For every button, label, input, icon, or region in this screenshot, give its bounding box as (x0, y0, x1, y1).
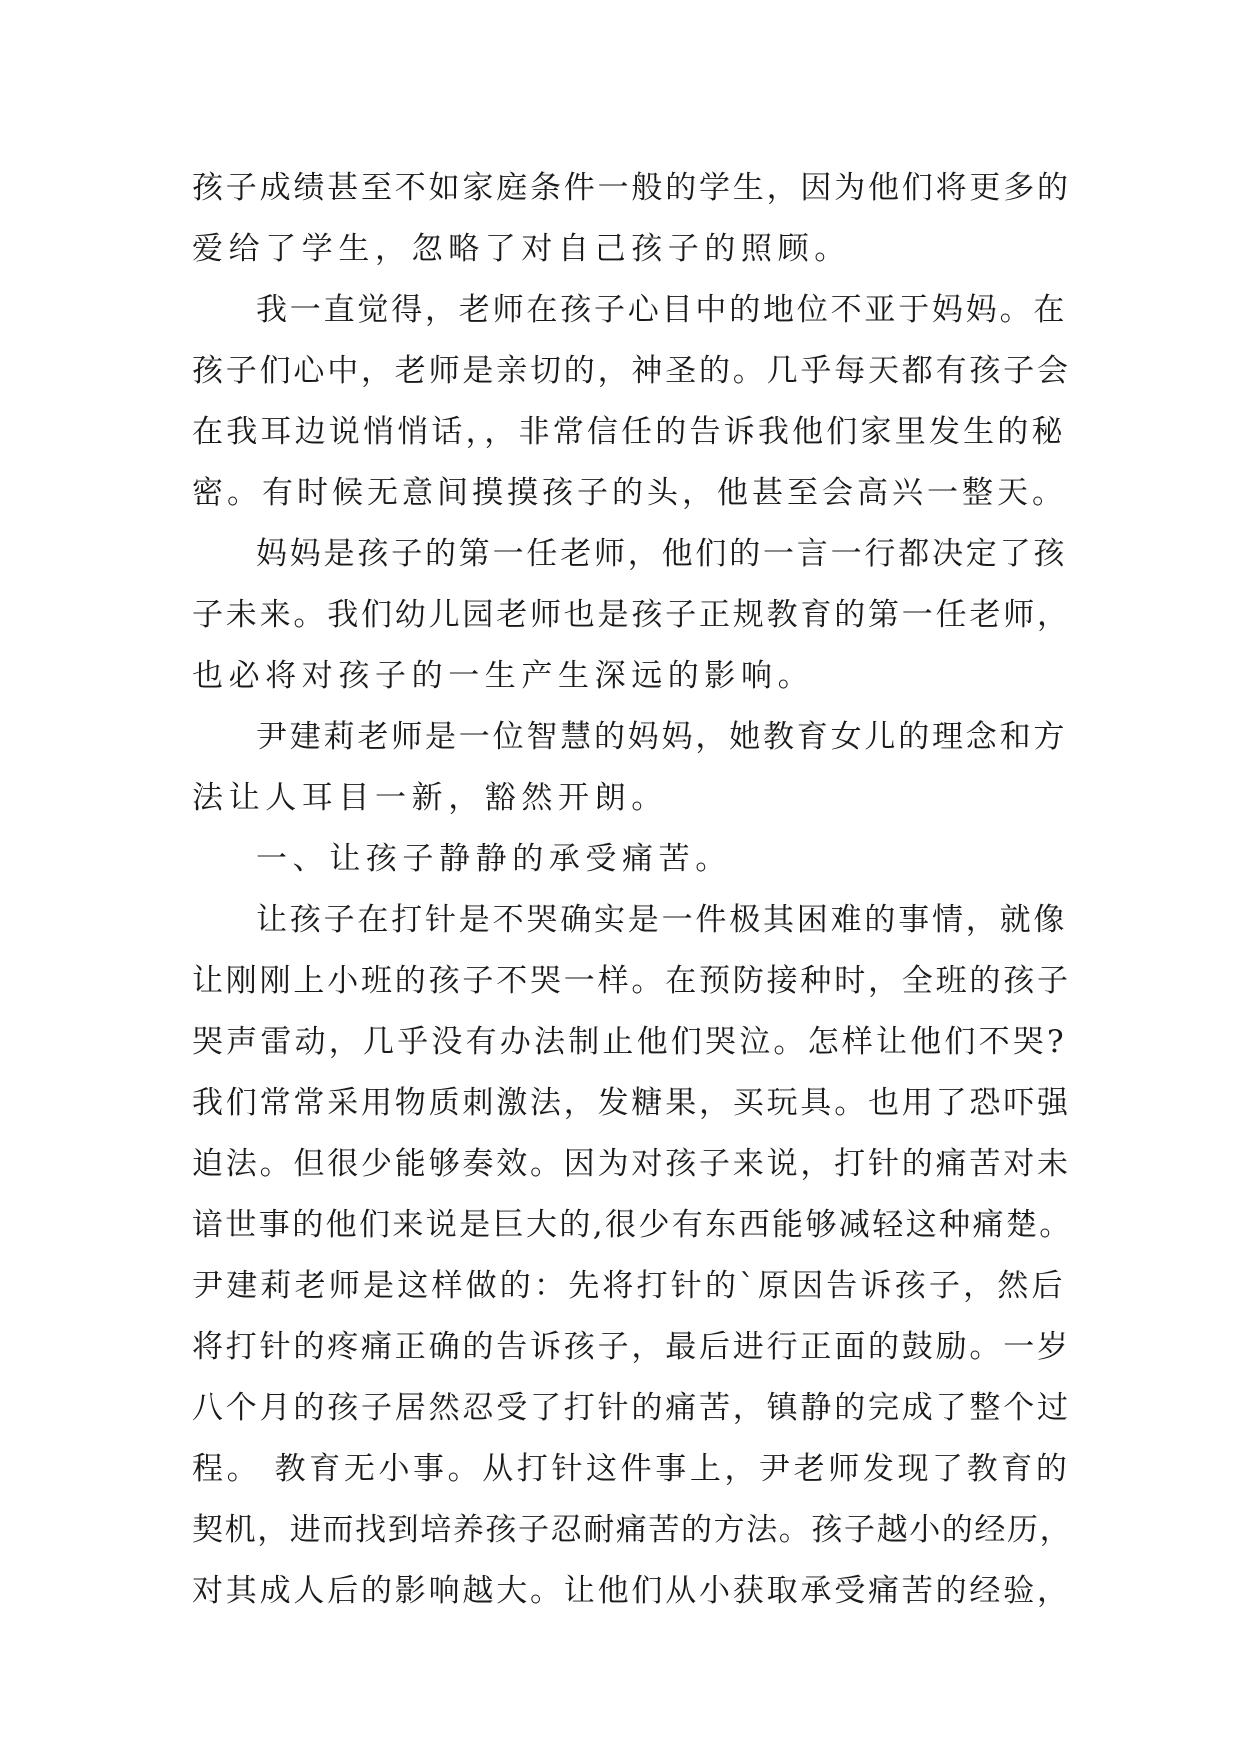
text-line: 我一直觉得，老师在孩子心目中的地位不亚于妈妈。在 (256, 292, 1068, 328)
text-line: 妈妈是孩子的第一任老师，他们的一言一行都决定了孩 (256, 536, 1068, 572)
text-line: 在我耳边说悄悄话，，非常信任的告诉我他们家里发生的秘 (192, 414, 1066, 450)
text-line: 孩子成绩甚至不如家庭条件一般的学生，因为他们将更多的 (192, 170, 1071, 206)
text-line: 哭声雷动，几乎没有办法制止他们哭泣。怎样让他们不哭? (192, 1024, 1067, 1060)
text-line: 程。 教育无小事。从打针这件事上，尹老师发现了教育的 (192, 1451, 1071, 1487)
text-line: 将打针的疼痛正确的告诉孩子，最后进行正面的鼓励。一岁 (192, 1329, 1071, 1365)
text-line: 尹建莉老师是这样做的：先将打针的`原因告诉孩子，然后 (192, 1268, 1066, 1304)
text-line: 子未来。我们幼儿园老师也是孩子正规教育的第一任老师， (192, 597, 1071, 633)
text-line: 法让人耳目一新，豁然开朗。 (192, 780, 668, 816)
text-line: 一、让孩子静静的承受痛苦。 (256, 841, 732, 877)
text-line: 也必将对孩子的一生产生深远的影响。 (192, 658, 815, 694)
text-line: 谙世事的他们来说是巨大的,很少有东西能够减轻这种痛楚。 (192, 1207, 1073, 1243)
text-line: 尹建莉老师是一位智慧的妈妈，她教育女儿的理念和方 (256, 719, 1068, 755)
text-line: 密。有时候无意间摸摸孩子的头，他甚至会高兴一整天。 (192, 475, 1067, 511)
text-line: 迫法。但很少能够奏效。因为对孩子来说，打针的痛苦对未 (192, 1146, 1071, 1182)
text-line: 孩子们心中，老师是亲切的，神圣的。几乎每天都有孩子会 (192, 353, 1071, 389)
body-text (192, 158, 1072, 1622)
text-line: 爱给了学生，忽略了对自己孩子的照顾。 (192, 231, 851, 267)
text-line: 我们常常采用物质刺激法，发糖果，买玩具。也用了恐吓强 (192, 1085, 1071, 1121)
text-line: 让孩子在打针是不哭确实是一件极其困难的事情，就像 (256, 902, 1068, 938)
text-line: 契机，进而找到培养孩子忍耐痛苦的方法。孩子越小的经历， (192, 1512, 1073, 1548)
text-line: 对其成人后的影响越大。让他们从小获取承受痛苦的经验， (192, 1573, 1071, 1609)
text-line: 八个月的孩子居然忍受了打针的痛苦，镇静的完成了整个过 (192, 1390, 1071, 1426)
text-line: 让刚刚上小班的孩子不哭一样。在预防接种时，全班的孩子 (192, 963, 1071, 999)
